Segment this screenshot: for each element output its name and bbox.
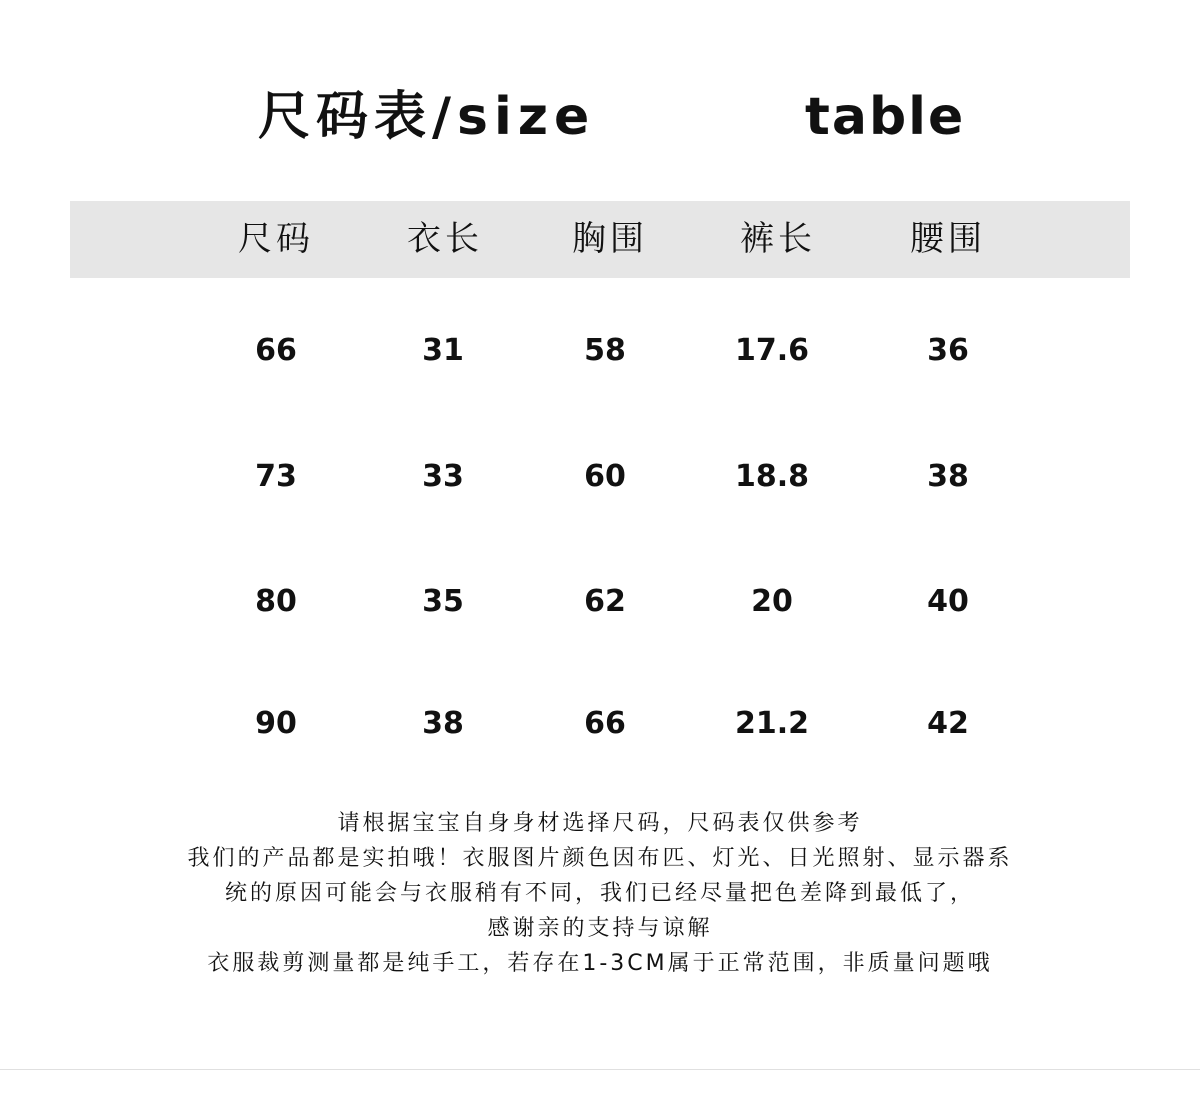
header-waist: 腰围 <box>910 219 986 259</box>
table-cell: 62 <box>584 584 626 619</box>
table-cell: 33 <box>422 459 464 494</box>
bottom-divider <box>0 1069 1200 1070</box>
table-cell: 31 <box>422 333 464 368</box>
note-line: 请根据宝宝自身身材选择尺码，尺码表仅供参考 <box>337 811 863 836</box>
title-row <box>0 82 1200 152</box>
table-cell: 38 <box>927 459 969 494</box>
table-cell: 73 <box>255 459 297 494</box>
table-cell: 36 <box>927 333 969 368</box>
note-line: 感谢亲的支持与谅解 <box>487 916 713 941</box>
table-cell: 60 <box>584 459 626 494</box>
table-header <box>70 201 1130 278</box>
header-size: 尺码 <box>238 219 314 259</box>
table-cell: 18.8 <box>734 459 810 494</box>
table-cell: 66 <box>255 333 297 368</box>
table-cell: 17.6 <box>734 333 810 368</box>
page-title: 尺码表/size <box>258 87 596 147</box>
table-cell: 20 <box>751 584 793 619</box>
header-pants-length: 裤长 <box>740 219 816 259</box>
page-title-suffix: table <box>805 87 966 147</box>
table-cell: 66 <box>584 706 626 741</box>
table-cell: 35 <box>422 584 464 619</box>
table-cell: 40 <box>927 584 969 619</box>
header-chest: 胸围 <box>572 219 648 259</box>
table-cell: 42 <box>927 706 969 741</box>
note-line: 我们的产品都是实拍哦！衣服图片颜色因布匹、灯光、日光照射、显示器系 <box>187 846 1013 871</box>
table-cell: 58 <box>584 333 626 368</box>
table-cell: 90 <box>255 706 297 741</box>
table-cell: 38 <box>422 706 464 741</box>
table-cell: 21.2 <box>734 706 810 741</box>
size-notes <box>60 806 1140 981</box>
note-line: 统的原因可能会与衣服稍有不同，我们已经尽量把色差降到最低了， <box>224 881 975 906</box>
header-top-length: 衣长 <box>407 219 483 259</box>
note-line: 衣服裁剪测量都是纯手工，若存在1-3CM属于正常范围，非质量问题哦 <box>207 951 993 976</box>
table-cell: 80 <box>255 584 297 619</box>
